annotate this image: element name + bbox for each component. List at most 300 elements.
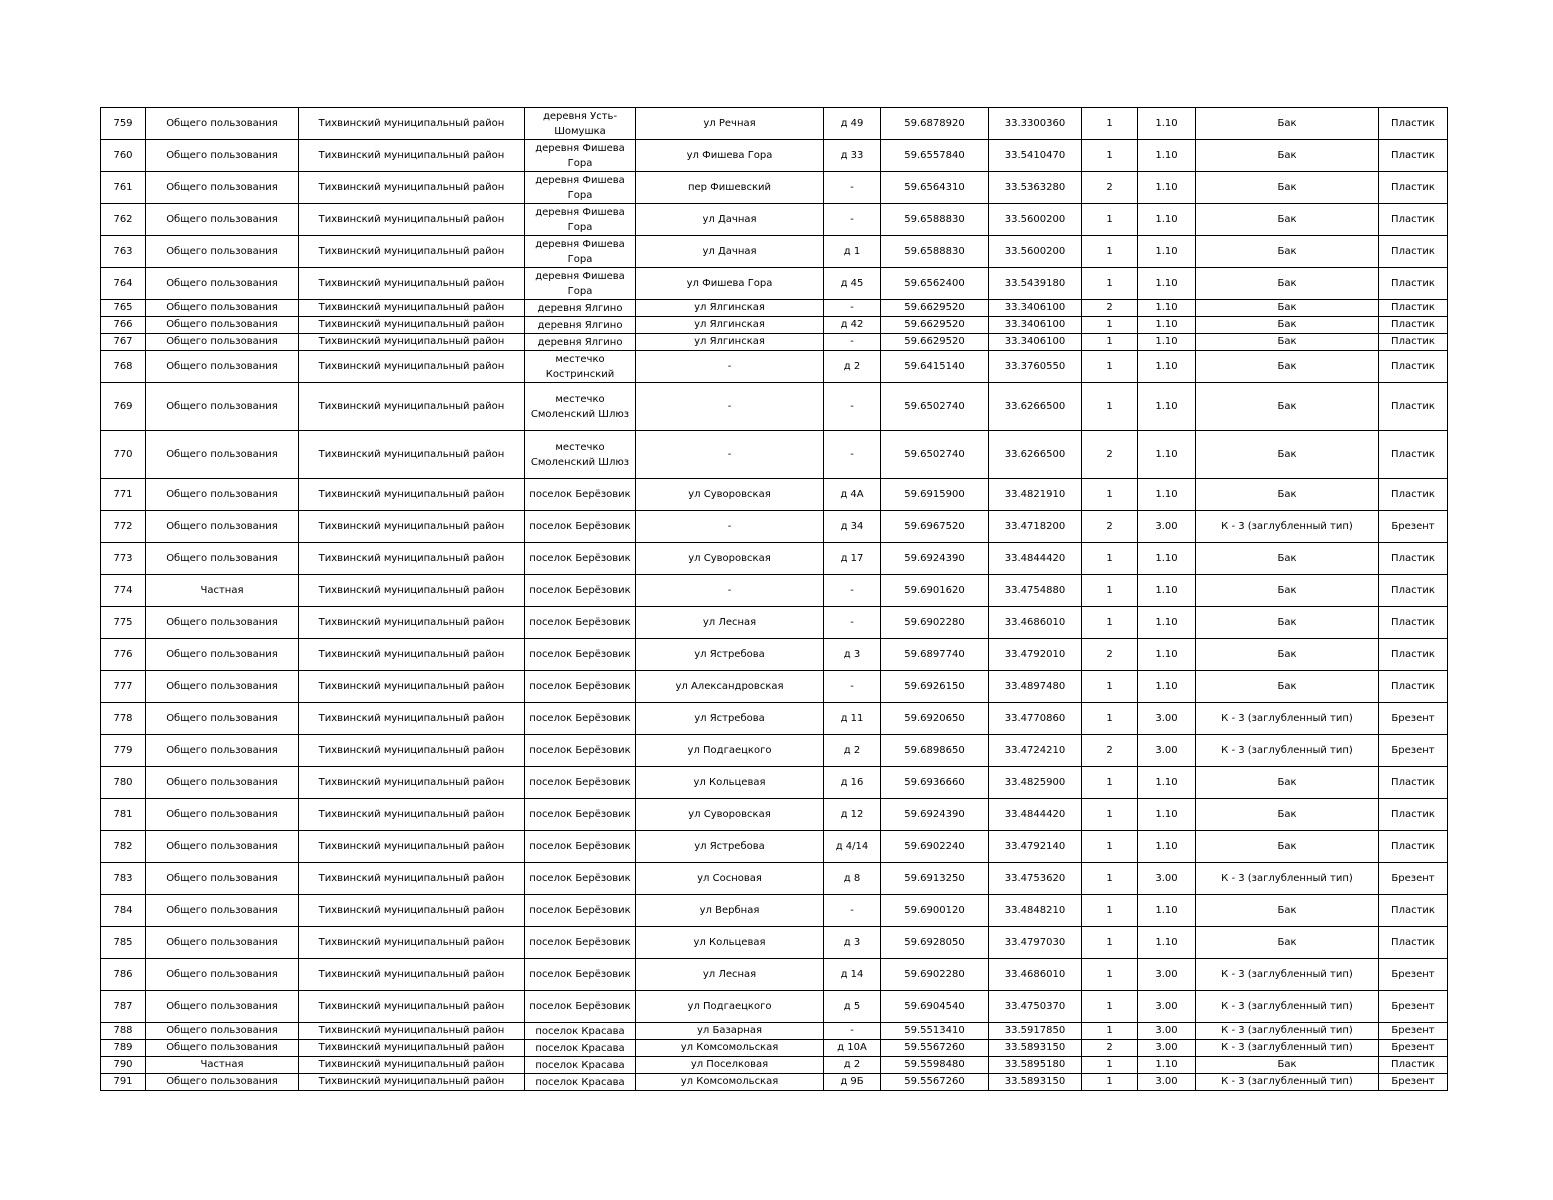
row-number-cell: 787 (101, 991, 146, 1023)
street-cell: ул Дачная (636, 204, 824, 236)
settlement-cell: деревня Ялгино (525, 317, 636, 334)
latitude-cell: 59.5567260 (881, 1074, 989, 1091)
latitude-cell: 59.6502740 (881, 383, 989, 431)
street-cell: пер Фишевский (636, 172, 824, 204)
container-count-cell: 1 (1082, 268, 1138, 300)
material-cell: Пластик (1379, 383, 1448, 431)
row-number-cell: 773 (101, 543, 146, 575)
material-cell: Брезент (1379, 1074, 1448, 1091)
latitude-cell: 59.6915900 (881, 479, 989, 511)
volume-cell: 3.00 (1138, 1023, 1196, 1040)
house-cell: д 16 (824, 767, 881, 799)
district-cell: Тихвинский муниципальный район (299, 383, 525, 431)
settlement-cell: деревня Ялгино (525, 334, 636, 351)
house-cell: - (824, 383, 881, 431)
row-number-cell: 769 (101, 383, 146, 431)
usage-type-cell: Общего пользования (146, 479, 299, 511)
container-type-cell: К - 3 (заглубленный тип) (1196, 959, 1379, 991)
district-cell: Тихвинский муниципальный район (299, 300, 525, 317)
row-number-cell: 786 (101, 959, 146, 991)
row-number-cell: 771 (101, 479, 146, 511)
table-row (101, 479, 1448, 511)
container-count-cell: 1 (1082, 351, 1138, 383)
settlement-cell: деревня Фишева Гора (525, 204, 636, 236)
container-type-cell: Бак (1196, 317, 1379, 334)
table-row (101, 959, 1448, 991)
settlement-cell: поселок Берёзовик (525, 639, 636, 671)
street-cell: ул Ялгинская (636, 300, 824, 317)
street-cell: ул Ястребова (636, 703, 824, 735)
latitude-cell: 59.6928050 (881, 927, 989, 959)
house-cell: - (824, 607, 881, 639)
usage-type-cell: Общего пользования (146, 317, 299, 334)
street-cell: ул Комсомольская (636, 1040, 824, 1057)
row-number-cell: 770 (101, 431, 146, 479)
container-count-cell: 1 (1082, 140, 1138, 172)
latitude-cell: 59.6629520 (881, 334, 989, 351)
house-cell: д 12 (824, 799, 881, 831)
material-cell: Пластик (1379, 575, 1448, 607)
material-cell: Брезент (1379, 863, 1448, 895)
material-cell: Пластик (1379, 639, 1448, 671)
container-count-cell: 1 (1082, 671, 1138, 703)
volume-cell: 1.10 (1138, 334, 1196, 351)
material-cell: Пластик (1379, 268, 1448, 300)
material-cell: Пластик (1379, 479, 1448, 511)
longitude-cell: 33.4792140 (989, 831, 1082, 863)
settlement-cell: местечко Смоленский Шлюз (525, 431, 636, 479)
settlement-cell: деревня Фишева Гора (525, 236, 636, 268)
district-cell: Тихвинский муниципальный район (299, 799, 525, 831)
latitude-cell: 59.6629520 (881, 317, 989, 334)
table-row (101, 767, 1448, 799)
longitude-cell: 33.3406100 (989, 300, 1082, 317)
volume-cell: 1.10 (1138, 172, 1196, 204)
longitude-cell: 33.4750370 (989, 991, 1082, 1023)
table-row (101, 831, 1448, 863)
house-cell: д 45 (824, 268, 881, 300)
volume-cell: 1.10 (1138, 351, 1196, 383)
usage-type-cell: Общего пользования (146, 1023, 299, 1040)
volume-cell: 3.00 (1138, 991, 1196, 1023)
container-count-cell: 1 (1082, 927, 1138, 959)
container-type-cell: К - 3 (заглубленный тип) (1196, 511, 1379, 543)
material-cell: Брезент (1379, 703, 1448, 735)
district-cell: Тихвинский муниципальный район (299, 959, 525, 991)
street-cell: ул Лесная (636, 959, 824, 991)
street-cell: - (636, 431, 824, 479)
container-count-cell: 2 (1082, 431, 1138, 479)
material-cell: Пластик (1379, 140, 1448, 172)
house-cell: д 33 (824, 140, 881, 172)
container-type-cell: Бак (1196, 140, 1379, 172)
container-type-cell: К - 3 (заглубленный тип) (1196, 735, 1379, 767)
material-cell: Брезент (1379, 991, 1448, 1023)
street-cell: - (636, 383, 824, 431)
longitude-cell: 33.5439180 (989, 268, 1082, 300)
latitude-cell: 59.6902240 (881, 831, 989, 863)
container-type-cell: Бак (1196, 479, 1379, 511)
street-cell: ул Александровская (636, 671, 824, 703)
volume-cell: 1.10 (1138, 575, 1196, 607)
house-cell: - (824, 895, 881, 927)
volume-cell: 1.10 (1138, 1057, 1196, 1074)
house-cell: д 9Б (824, 1074, 881, 1091)
street-cell: ул Фишева Гора (636, 268, 824, 300)
container-type-cell: Бак (1196, 351, 1379, 383)
volume-cell: 1.10 (1138, 204, 1196, 236)
container-count-cell: 1 (1082, 334, 1138, 351)
row-number-cell: 783 (101, 863, 146, 895)
table-row (101, 268, 1448, 300)
district-cell: Тихвинский муниципальный район (299, 236, 525, 268)
latitude-cell: 59.6967520 (881, 511, 989, 543)
street-cell: ул Ялгинская (636, 334, 824, 351)
house-cell: - (824, 300, 881, 317)
container-type-cell: Бак (1196, 236, 1379, 268)
district-cell: Тихвинский муниципальный район (299, 172, 525, 204)
container-count-cell: 1 (1082, 236, 1138, 268)
row-number-cell: 776 (101, 639, 146, 671)
street-cell: ул Подгаецкого (636, 735, 824, 767)
table-row (101, 1074, 1448, 1091)
usage-type-cell: Общего пользования (146, 671, 299, 703)
longitude-cell: 33.4686010 (989, 607, 1082, 639)
street-cell: ул Кольцевая (636, 927, 824, 959)
container-count-cell: 1 (1082, 317, 1138, 334)
settlement-cell: поселок Берёзовик (525, 671, 636, 703)
street-cell: - (636, 351, 824, 383)
volume-cell: 1.10 (1138, 268, 1196, 300)
street-cell: ул Суворовская (636, 479, 824, 511)
container-count-cell: 2 (1082, 735, 1138, 767)
container-type-cell: К - 3 (заглубленный тип) (1196, 1040, 1379, 1057)
house-cell: - (824, 334, 881, 351)
material-cell: Брезент (1379, 735, 1448, 767)
container-type-cell: Бак (1196, 204, 1379, 236)
container-count-cell: 1 (1082, 799, 1138, 831)
longitude-cell: 33.3300360 (989, 108, 1082, 140)
row-number-cell: 759 (101, 108, 146, 140)
district-cell: Тихвинский муниципальный район (299, 1057, 525, 1074)
longitude-cell: 33.4686010 (989, 959, 1082, 991)
container-type-cell: Бак (1196, 1057, 1379, 1074)
usage-type-cell: Частная (146, 575, 299, 607)
settlement-cell: поселок Берёзовик (525, 543, 636, 575)
longitude-cell: 33.4844420 (989, 799, 1082, 831)
street-cell: ул Сосновая (636, 863, 824, 895)
street-cell: ул Ястребова (636, 831, 824, 863)
volume-cell: 3.00 (1138, 703, 1196, 735)
street-cell: - (636, 575, 824, 607)
district-cell: Тихвинский муниципальный район (299, 140, 525, 172)
row-number-cell: 782 (101, 831, 146, 863)
table-row (101, 1023, 1448, 1040)
district-cell: Тихвинский муниципальный район (299, 317, 525, 334)
usage-type-cell: Общего пользования (146, 1040, 299, 1057)
table-row (101, 703, 1448, 735)
table-row (101, 172, 1448, 204)
row-number-cell: 762 (101, 204, 146, 236)
usage-type-cell: Общего пользования (146, 991, 299, 1023)
volume-cell: 1.10 (1138, 671, 1196, 703)
container-count-cell: 1 (1082, 575, 1138, 607)
usage-type-cell: Общего пользования (146, 831, 299, 863)
longitude-cell: 33.4825900 (989, 767, 1082, 799)
material-cell: Пластик (1379, 108, 1448, 140)
latitude-cell: 59.6629520 (881, 300, 989, 317)
table-row (101, 863, 1448, 895)
material-cell: Пластик (1379, 300, 1448, 317)
settlement-cell: поселок Берёзовик (525, 991, 636, 1023)
house-cell: - (824, 172, 881, 204)
district-cell: Тихвинский муниципальный район (299, 575, 525, 607)
street-cell: ул Ястребова (636, 639, 824, 671)
settlement-cell: деревня Фишева Гора (525, 172, 636, 204)
container-count-cell: 1 (1082, 959, 1138, 991)
row-number-cell: 781 (101, 799, 146, 831)
longitude-cell: 33.4897480 (989, 671, 1082, 703)
volume-cell: 3.00 (1138, 959, 1196, 991)
house-cell: д 11 (824, 703, 881, 735)
material-cell: Пластик (1379, 431, 1448, 479)
volume-cell: 3.00 (1138, 863, 1196, 895)
row-number-cell: 788 (101, 1023, 146, 1040)
district-cell: Тихвинский муниципальный район (299, 1040, 525, 1057)
material-cell: Брезент (1379, 1023, 1448, 1040)
district-cell: Тихвинский муниципальный район (299, 991, 525, 1023)
district-cell: Тихвинский муниципальный район (299, 767, 525, 799)
volume-cell: 1.10 (1138, 431, 1196, 479)
volume-cell: 3.00 (1138, 735, 1196, 767)
street-cell: ул Подгаецкого (636, 991, 824, 1023)
table-row (101, 671, 1448, 703)
material-cell: Пластик (1379, 172, 1448, 204)
district-cell: Тихвинский муниципальный район (299, 268, 525, 300)
container-type-cell: К - 3 (заглубленный тип) (1196, 1023, 1379, 1040)
longitude-cell: 33.4770860 (989, 703, 1082, 735)
district-cell: Тихвинский муниципальный район (299, 639, 525, 671)
district-cell: Тихвинский муниципальный район (299, 607, 525, 639)
district-cell: Тихвинский муниципальный район (299, 204, 525, 236)
usage-type-cell: Общего пользования (146, 351, 299, 383)
volume-cell: 1.10 (1138, 479, 1196, 511)
usage-type-cell: Общего пользования (146, 300, 299, 317)
latitude-cell: 59.6562400 (881, 268, 989, 300)
container-type-cell: Бак (1196, 575, 1379, 607)
container-count-cell: 2 (1082, 300, 1138, 317)
row-number-cell: 775 (101, 607, 146, 639)
usage-type-cell: Общего пользования (146, 895, 299, 927)
volume-cell: 1.10 (1138, 767, 1196, 799)
district-cell: Тихвинский муниципальный район (299, 895, 525, 927)
settlement-cell: поселок Берёзовик (525, 703, 636, 735)
settlement-cell: поселок Берёзовик (525, 607, 636, 639)
container-type-cell: Бак (1196, 895, 1379, 927)
street-cell: - (636, 511, 824, 543)
usage-type-cell: Общего пользования (146, 607, 299, 639)
usage-type-cell: Общего пользования (146, 799, 299, 831)
district-cell: Тихвинский муниципальный район (299, 703, 525, 735)
table-row (101, 108, 1448, 140)
latitude-cell: 59.6564310 (881, 172, 989, 204)
container-type-cell: Бак (1196, 927, 1379, 959)
latitude-cell: 59.6878920 (881, 108, 989, 140)
container-count-cell: 1 (1082, 831, 1138, 863)
container-count-cell: 2 (1082, 1040, 1138, 1057)
material-cell: Пластик (1379, 831, 1448, 863)
longitude-cell: 33.4821910 (989, 479, 1082, 511)
row-number-cell: 791 (101, 1074, 146, 1091)
settlement-cell: поселок Берёзовик (525, 799, 636, 831)
usage-type-cell: Общего пользования (146, 268, 299, 300)
container-count-cell: 2 (1082, 639, 1138, 671)
longitude-cell: 33.4844420 (989, 543, 1082, 575)
data-table (100, 107, 1448, 1091)
material-cell: Пластик (1379, 236, 1448, 268)
latitude-cell: 59.5598480 (881, 1057, 989, 1074)
house-cell: д 2 (824, 1057, 881, 1074)
district-cell: Тихвинский муниципальный район (299, 479, 525, 511)
volume-cell: 1.10 (1138, 895, 1196, 927)
row-number-cell: 774 (101, 575, 146, 607)
row-number-cell: 777 (101, 671, 146, 703)
latitude-cell: 59.6502740 (881, 431, 989, 479)
container-type-cell: К - 3 (заглубленный тип) (1196, 703, 1379, 735)
volume-cell: 3.00 (1138, 1074, 1196, 1091)
latitude-cell: 59.6913250 (881, 863, 989, 895)
latitude-cell: 59.6904540 (881, 991, 989, 1023)
house-cell: д 4А (824, 479, 881, 511)
row-number-cell: 780 (101, 767, 146, 799)
volume-cell: 1.10 (1138, 927, 1196, 959)
container-count-cell: 2 (1082, 172, 1138, 204)
settlement-cell: поселок Берёзовик (525, 511, 636, 543)
settlement-cell: деревня Усть-Шомушка (525, 108, 636, 140)
table-body (101, 108, 1448, 1091)
settlement-cell: поселок Берёзовик (525, 831, 636, 863)
latitude-cell: 59.6588830 (881, 236, 989, 268)
longitude-cell: 33.4792010 (989, 639, 1082, 671)
table-row (101, 927, 1448, 959)
district-cell: Тихвинский муниципальный район (299, 735, 525, 767)
usage-type-cell: Общего пользования (146, 383, 299, 431)
volume-cell: 1.10 (1138, 607, 1196, 639)
longitude-cell: 33.3760550 (989, 351, 1082, 383)
house-cell: д 17 (824, 543, 881, 575)
material-cell: Пластик (1379, 895, 1448, 927)
usage-type-cell: Общего пользования (146, 204, 299, 236)
container-type-cell: Бак (1196, 431, 1379, 479)
house-cell: - (824, 1023, 881, 1040)
material-cell: Пластик (1379, 334, 1448, 351)
settlement-cell: поселок Берёзовик (525, 735, 636, 767)
row-number-cell: 785 (101, 927, 146, 959)
table-row (101, 895, 1448, 927)
table-row (101, 799, 1448, 831)
longitude-cell: 33.5363280 (989, 172, 1082, 204)
settlement-cell: поселок Берёзовик (525, 927, 636, 959)
longitude-cell: 33.4724210 (989, 735, 1082, 767)
container-type-cell: Бак (1196, 334, 1379, 351)
settlement-cell: местечко Костринский (525, 351, 636, 383)
street-cell: ул Речная (636, 108, 824, 140)
volume-cell: 1.10 (1138, 799, 1196, 831)
house-cell: д 2 (824, 735, 881, 767)
material-cell: Пластик (1379, 1057, 1448, 1074)
container-type-cell: Бак (1196, 543, 1379, 575)
row-number-cell: 760 (101, 140, 146, 172)
latitude-cell: 59.6897740 (881, 639, 989, 671)
street-cell: ул Суворовская (636, 799, 824, 831)
container-count-cell: 2 (1082, 511, 1138, 543)
volume-cell: 1.10 (1138, 300, 1196, 317)
settlement-cell: поселок Красава (525, 1074, 636, 1091)
latitude-cell: 59.6898650 (881, 735, 989, 767)
latitude-cell: 59.6557840 (881, 140, 989, 172)
container-type-cell: Бак (1196, 383, 1379, 431)
settlement-cell: поселок Берёзовик (525, 959, 636, 991)
container-count-cell: 1 (1082, 703, 1138, 735)
material-cell: Брезент (1379, 959, 1448, 991)
latitude-cell: 59.5567260 (881, 1040, 989, 1057)
house-cell: - (824, 671, 881, 703)
settlement-cell: поселок Красава (525, 1040, 636, 1057)
container-count-cell: 1 (1082, 383, 1138, 431)
longitude-cell: 33.5600200 (989, 236, 1082, 268)
container-count-cell: 1 (1082, 204, 1138, 236)
volume-cell: 1.10 (1138, 383, 1196, 431)
settlement-cell: деревня Фишева Гора (525, 140, 636, 172)
longitude-cell: 33.6266500 (989, 383, 1082, 431)
table-row (101, 1057, 1448, 1074)
settlement-cell: поселок Берёзовик (525, 863, 636, 895)
district-cell: Тихвинский муниципальный район (299, 671, 525, 703)
container-type-cell: Бак (1196, 607, 1379, 639)
volume-cell: 1.10 (1138, 108, 1196, 140)
street-cell: ул Комсомольская (636, 1074, 824, 1091)
usage-type-cell: Общего пользования (146, 927, 299, 959)
longitude-cell: 33.5893150 (989, 1074, 1082, 1091)
house-cell: - (824, 575, 881, 607)
street-cell: ул Базарная (636, 1023, 824, 1040)
table-row (101, 317, 1448, 334)
house-cell: д 3 (824, 639, 881, 671)
container-type-cell: Бак (1196, 268, 1379, 300)
row-number-cell: 772 (101, 511, 146, 543)
container-count-cell: 1 (1082, 1023, 1138, 1040)
district-cell: Тихвинский муниципальный район (299, 511, 525, 543)
settlement-cell: поселок Берёзовик (525, 479, 636, 511)
material-cell: Пластик (1379, 317, 1448, 334)
district-cell: Тихвинский муниципальный район (299, 108, 525, 140)
latitude-cell: 59.6924390 (881, 799, 989, 831)
material-cell: Пластик (1379, 351, 1448, 383)
latitude-cell: 59.5513410 (881, 1023, 989, 1040)
container-count-cell: 1 (1082, 543, 1138, 575)
row-number-cell: 789 (101, 1040, 146, 1057)
usage-type-cell: Общего пользования (146, 511, 299, 543)
usage-type-cell: Общего пользования (146, 108, 299, 140)
table-row (101, 334, 1448, 351)
container-type-cell: К - 3 (заглубленный тип) (1196, 1074, 1379, 1091)
container-type-cell: Бак (1196, 799, 1379, 831)
latitude-cell: 59.6902280 (881, 607, 989, 639)
container-count-cell: 1 (1082, 108, 1138, 140)
settlement-cell: поселок Берёзовик (525, 895, 636, 927)
house-cell: д 8 (824, 863, 881, 895)
material-cell: Пластик (1379, 767, 1448, 799)
